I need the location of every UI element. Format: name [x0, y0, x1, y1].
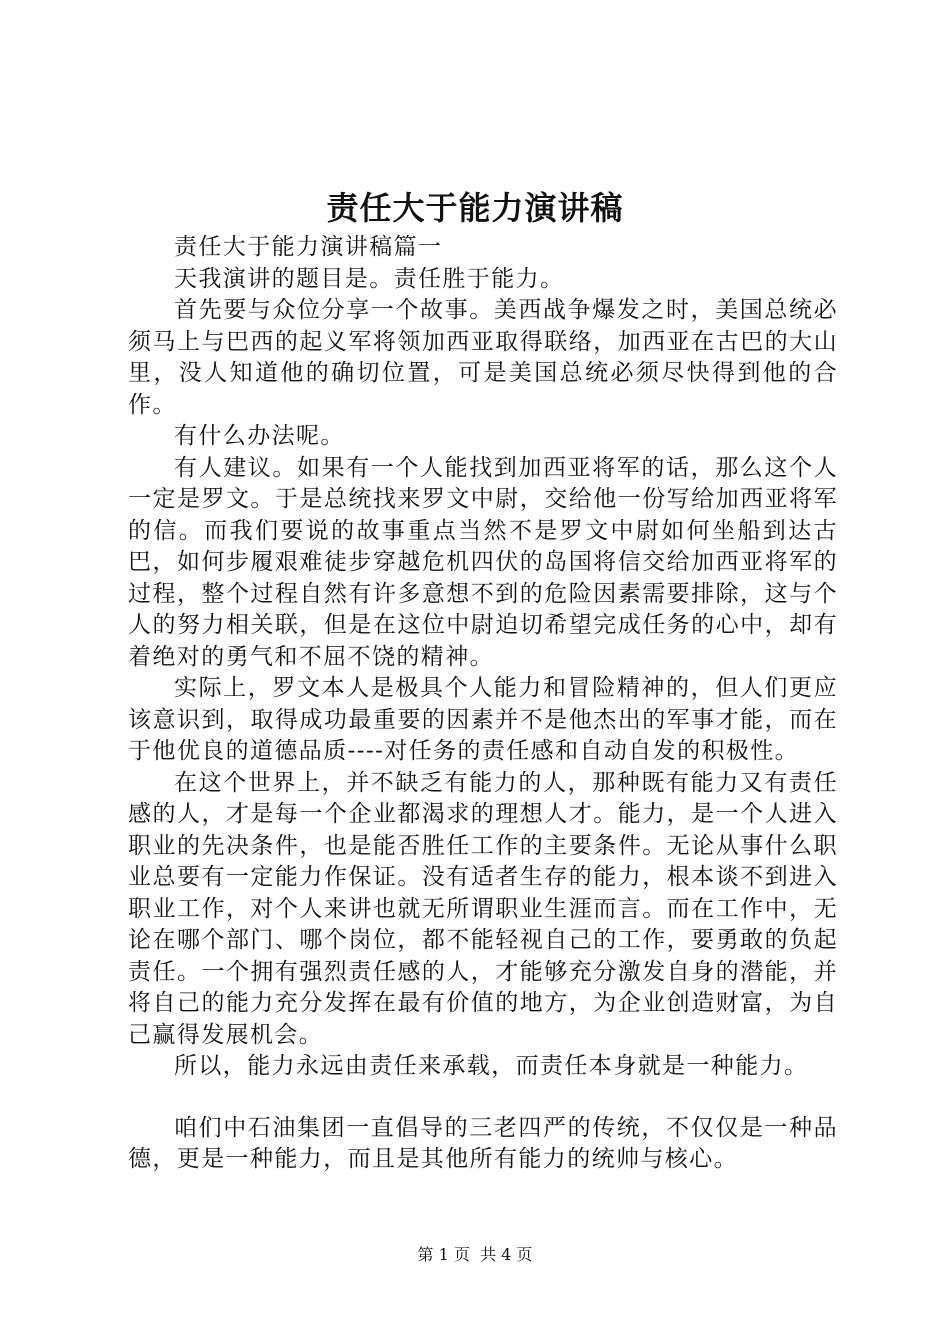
paragraph: 所以，能力永远由责任来承载，而责任本身就是一种能力。 [174, 1053, 809, 1079]
document-title: 责任大于能力演讲稿 [326, 189, 624, 227]
document-body [128, 232, 838, 1176]
page-number: 第 1 页 共 4 页 [417, 1245, 533, 1264]
paragraph-subtitle: 责任大于能力演讲稿篇一 [174, 234, 443, 260]
page-footer [0, 1245, 950, 1265]
paragraph: 有什么办法呢。 [174, 423, 345, 449]
paragraph: 咱们中石油集团一直倡导的三老四严的传统，不仅仅是一种品德，更是一种能力，而且是其他所有能力的统帅与核心。 [128, 1114, 838, 1172]
paragraph: 实际上，罗文本人是极具个人能力和冒险精神的，但人们更应该意识到，取得成功最重要的因素并不是他杰出的军事才能，而在于他优良的道德品质----对任务的责任感和自动自发的积极性。 [128, 675, 838, 764]
paragraph: 天我演讲的题目是。责任胜于能力。 [174, 265, 565, 292]
paragraph: 首先要与众位分享一个故事。美西战争爆发之时，美国总统必须马上与巴西的起义军将领加西亚取得联络，加西亚在古巴的大山里，没人知道他的确切位置，可是美国总统必须尽快得到他的合作。 [128, 297, 838, 418]
paragraph: 有人建议。如果有一个人能找到加西亚将军的话，那么这个人一定是罗文。于是总统找来罗文中尉，交给他一份写给加西亚将军的信。而我们要说的故事重点当然不是罗文中尉如何坐船到达古巴，如何步履艰难徒步穿越危机四伏的岛国将信交给加西亚将军的过程，整个过程自然有许多意想不到的危险因素需要排除，这与个人的努力相关联，但是在这位中尉迫切希望完成任务的心中，却有着绝对的勇气和不屈不饶的精神。 [128, 454, 838, 670]
paragraph: 在这个世界上，并不缺乏有能力的人，那种既有能力又有责任感的人，才是每一个企业都渴求的理想人才。能力，是一个人进入职业的先决条件，也是能否胜任工作的主要条件。无论从事什么职业总要有一定能力作保证。没有适者生存的能力，根本谈不到进入职业工作，对个人来讲也就无所谓职业生涯而言。而在工作中，无论在哪个部门、哪个岗位，都不能轻视自己的工作，要勇敢的负起责任。一个拥有强烈责任感的人，才能够充分激发自身的潜能，并将自己的能力充分发挥在最有价值的地方，为企业创造财富，为自己赢得发展机会。 [128, 769, 838, 1048]
